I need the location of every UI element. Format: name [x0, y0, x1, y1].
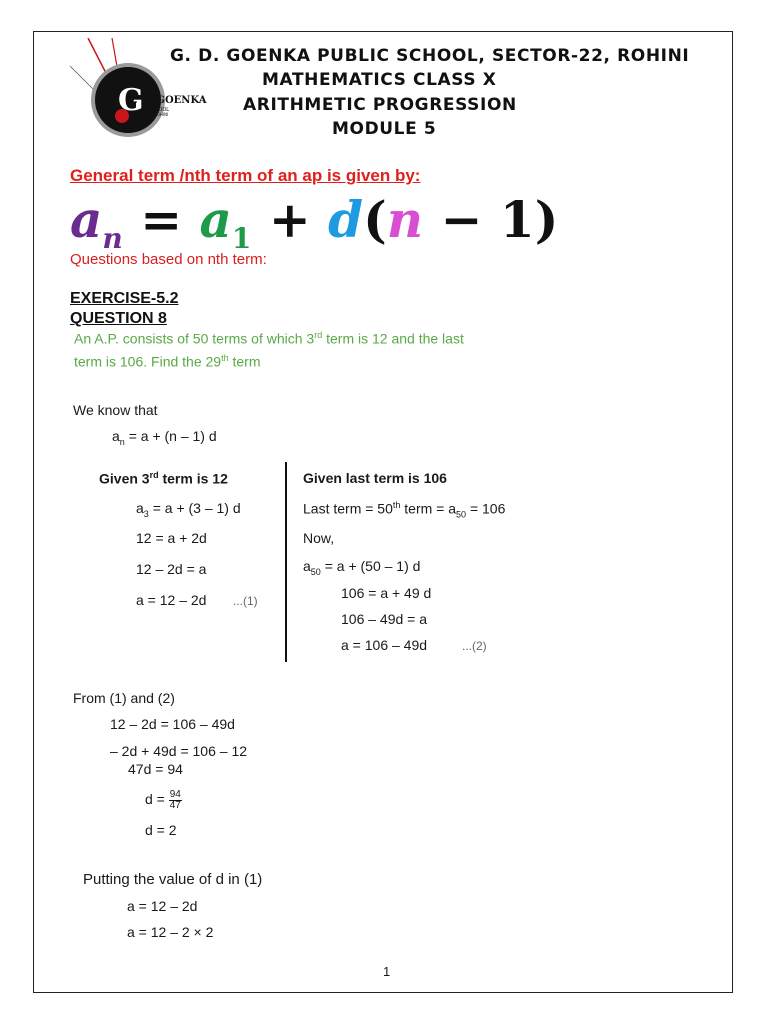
left-step-2: 12 = a + 2d [136, 530, 207, 546]
question-line-2: term is 106. Find the 29th term [74, 353, 261, 370]
exercise-heading: EXERCISE-5.2 [70, 290, 179, 307]
combine-step-3: 47d = 94 [128, 761, 183, 777]
general-formula-text: $a_n = a + (n - 1)$ d [112, 428, 217, 447]
right-step-1: Last term = 50th term = $a_{50} = 106$ [303, 500, 506, 520]
column-divider [285, 462, 287, 662]
equation-ref-2: ...(2) [462, 639, 487, 653]
substitute-step-1: a = 12 – 2d [127, 898, 198, 914]
left-heading: Given 3rd term is 12 [99, 470, 228, 487]
putting-value-text: Putting the value of d in (1) [83, 871, 263, 888]
school-name: G. D. GOENKA PUBLIC SCHOOL, SECTOR-22, ROHINI [170, 46, 690, 66]
page-number: 1 [383, 964, 391, 979]
right-step-5: 106 – 49d = a [341, 611, 428, 627]
module-title: MODULE 5 [332, 119, 437, 139]
left-step-1: $a_3 = a + (3 - 1)$ d [136, 500, 241, 519]
combine-step-1: 12 – 2d = 106 – 49d [110, 716, 235, 732]
right-step-2: Now, [303, 530, 335, 546]
nth-term-formula: $a_n = a_1 + d(n - 1)$ [70, 190, 559, 255]
subject-title: MATHEMATICS CLASS X [262, 70, 497, 90]
substitute-step-2: a = 12 – 2 × 2 [127, 924, 214, 940]
general-term-heading: General term /nth term of an ap is given by: [70, 166, 421, 185]
right-step-3: $a_{50} = a + (50 - 1)$ d [303, 558, 421, 577]
combine-step-2: – 2d + 49d = 106 – 12 [110, 743, 248, 759]
left-step-3: 12 – 2d = a [136, 561, 207, 577]
logo-text-main: G. D. GOENKA [126, 95, 207, 106]
topic-title: ARITHMETIC PROGRESSION [243, 95, 517, 115]
right-step-6: a = 106 – 49d [341, 637, 428, 653]
question-number: QUESTION 8 [70, 310, 167, 327]
questions-label: Questions based on nth term: [70, 251, 267, 268]
left-step-4: a = 12 – 2d [136, 592, 207, 608]
we-know-text: We know that [73, 402, 158, 418]
logo-text-sub: SCHOOL [148, 107, 170, 113]
from-equations-text: From (1) and (2) [73, 690, 175, 706]
combine-step-4: d = $\frac{94}{47}$ [145, 789, 181, 811]
question-line-1: An A.P. consists of 50 terms of which 3rd term is 12 and the last [74, 330, 464, 347]
right-step-4: 106 = a + 49 d [341, 585, 432, 601]
equation-ref-1: ...(1) [233, 594, 258, 608]
right-heading: Given last term is 106 [303, 470, 447, 486]
logo-text-sub2: ROHINI [154, 112, 169, 117]
combine-step-5: d = 2 [145, 822, 177, 838]
svg-text:G: G [118, 83, 144, 118]
